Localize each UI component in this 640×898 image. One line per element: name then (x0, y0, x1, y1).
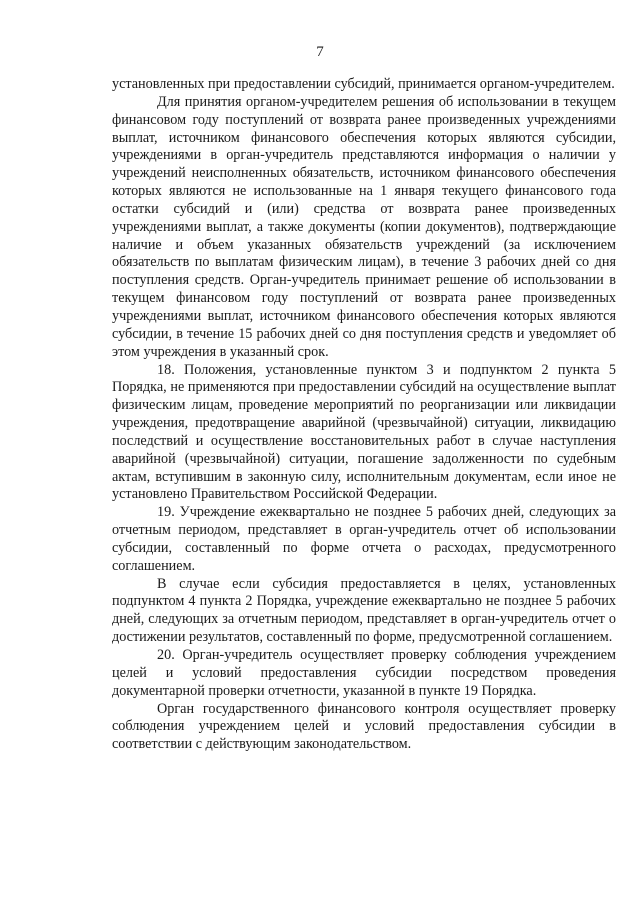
page-number: 7 (316, 44, 324, 60)
paragraph-item-20: 20. Орган-учредитель осуществляет проверку соблюдения учреждением целей и условий предоставления субсидии посредством проведения документарной проверки отчетности, указанной в пункте 19 Порядка. (112, 647, 616, 699)
paragraph-state-control: Орган государственного финансового контроля осуществляет проверку соблюдения учреждением целей и условий предоставления субсидии в соответствии с действующим законодательством. (112, 700, 616, 753)
paragraph-item-19: 19. Учреждение ежеквартально не позднее 5 рабочих дней, следующих за отчетным периодом, представляет в орган-учредитель отчет об использовании субсидии, составленный по форме отчета о расходах, предусмотренного соглашением. (112, 504, 616, 574)
paragraph-item-18: 18. Положения, установленные пунктом 3 и подпунктом 2 пункта 5 Порядка, не применяются при предоставлении субсидий на осуществление выплат физическим лицам, проведение мероприятий по реорганизации или ликвидации учреждения, предотвращение аварийной (чрезвычайной) ситуации, ликвидацию последствий и осуществление восстановительных работ в случае наступления аварийной (чрезвычайной) ситуации, погашение задолженности по судебным актам, вступившим в законную силу, исполнительным документам, если иное не установлено Правительством Российской Федерации. (112, 361, 616, 503)
paragraph-continuation: установленных при предоставлении субсидий, принимается органом-учредителем. (112, 76, 615, 92)
document-body (112, 76, 616, 754)
paragraph-item-19-results: В случае если субсидия предоставляется в целях, установленных подпунктом 4 пункта 2 Порядка, учреждение ежеквартально не позднее 5 рабочих дней, следующих за отчетным периодом, представляет в орган-учредитель отчет о достижении результатов, составленный по форме, предусмотренной соглашением. (112, 575, 616, 646)
paragraph-decision-returns: Для принятия органом-учредителем решения об использовании в текущем финансовом году поступлений от возврата ранее произведенных учреждениями выплат, источником финансового обеспечения которых являются субсидии, учреждениями в орган-учредитель представляются информация о наличии у учреждений неисполненных обязательств, источником финансового обеспечения которых являются не использованные на 1 января текущего финансового года остатки субсидий и (или) средства от возврата ранее произведенных учреждениями выплат, а также документы (копии документов), подтверждающие наличие и объем указанных обязательств учреждений (за исключением обязательств по выплатам физическим лицам), в течение 3 рабочих дней со дня поступления средств. Орган-учредитель принимает решение об использовании в текущем финансовом году поступлений от возврата ранее произведенных учреждениями выплат, источником финансового обеспечения которых являются субсидии, в течение 15 рабочих дней со дня поступления средств и уведомляет об этом учреждения в указанный срок. (112, 93, 616, 360)
